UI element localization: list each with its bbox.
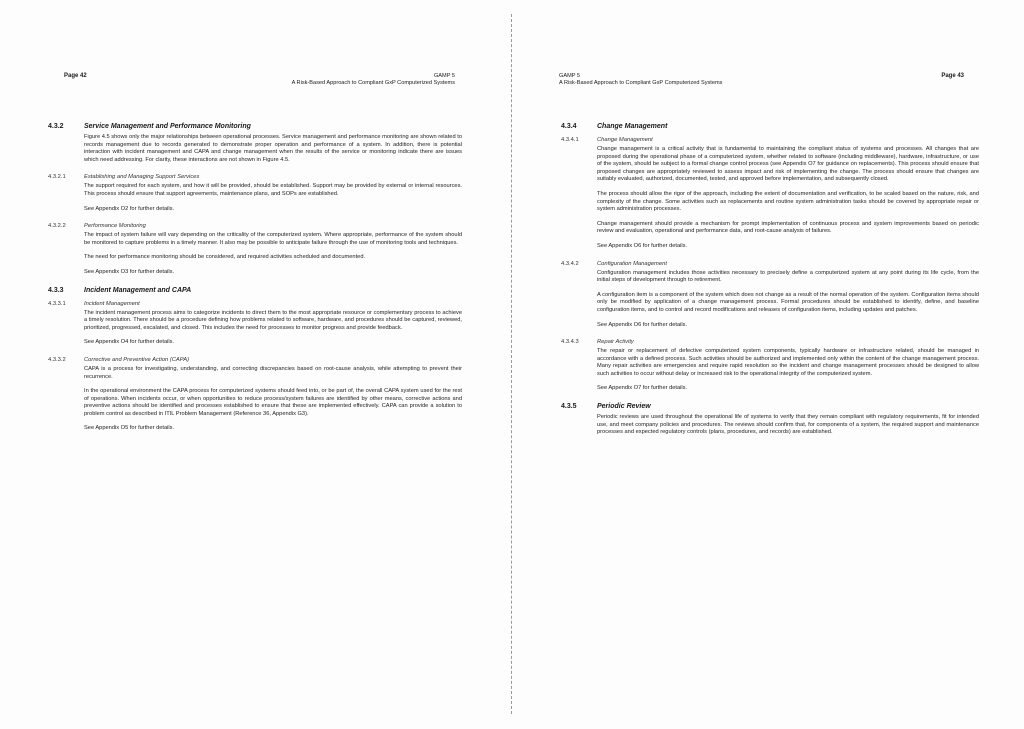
- section-title: Change Management: [597, 123, 668, 130]
- paragraph: Change management is a critical activity that is fundamental to maintaining the compliant status of systems and processes. All changes that are proposed during the operational phase of a computerized system, whether related to software (including middleware), hardware, infrastructure, or use of the system, should be subject to a formal change control process (see Appendix O7 for guidance on replacements). This process should ensure that proposed changes are appropriately reviewed to assess impact and risk of implementing the change. The process should ensure that changes are suitably evaluated, authorized, documented, tested, and approved before implementation, and subsequently closed.: [597, 146, 979, 183]
- section-title: Periodic Review: [597, 403, 651, 411]
- section-heading: [561, 120, 979, 134]
- subsection-heading: [561, 336, 979, 348]
- subsection-heading: [561, 134, 979, 146]
- section-number: 4.3.4: [561, 123, 577, 130]
- appendix-reference: See Appendix O4 for further details.: [84, 339, 175, 346]
- running-title-line-1: GAMP 5: [559, 73, 581, 79]
- subsection-heading: [48, 171, 462, 183]
- subsection-title: Corrective and Preventive Action (CAPA): [84, 356, 190, 363]
- subsection-number: 4.3.4.1: [561, 137, 579, 143]
- subsection-heading: [48, 354, 462, 366]
- subsection-title: Incident Management: [84, 300, 140, 307]
- page-number: Page 42: [64, 73, 87, 79]
- paragraph: The incident management process aims to categorize incidents to direct them to the most appropriate resource or complementary process to achieve a timely resolution. There should be a procedure defining how problems related to software, hardware, and procedures should be captured, reviewed, prioritized, progressed, escalated, and closed. This includes the need for processes to monitor progress and provide feedback.: [84, 309, 462, 331]
- running-title-line-2: A Risk-Based Approach to Compliant GxP Computerized Systems: [291, 80, 455, 86]
- section-title: Incident Management and CAPA: [84, 286, 192, 294]
- page-gutter: [511, 14, 512, 714]
- section-number: 4.3.2: [48, 123, 64, 130]
- paragraph: Change management should provide a mechanism for prompt implementation of continuous process and system improvements based on periodic review and evaluation, operational and performance data, and root-cause analysis of failures.: [597, 220, 979, 235]
- paragraph: The support required for each system, and how it will be provided, should be established. Support may be provided by external or internal resources. This process should ensure that support agreements, maintenance plans, and SOPs are established.: [84, 183, 462, 197]
- paragraph: The need for performance monitoring should be considered, and required activities scheduled and documented.: [84, 254, 366, 261]
- subsection-heading: [48, 220, 462, 232]
- right-page-header: [513, 73, 1024, 93]
- running-title-line-1: GAMP 5: [433, 73, 455, 79]
- section-title: Service Management and Performance Monitoring: [84, 123, 251, 130]
- subsection-heading: [48, 298, 462, 310]
- subsection-number: 4.3.3.2: [48, 356, 66, 363]
- appendix-reference: See Appendix O2 for further details.: [84, 205, 175, 212]
- section-heading: [561, 400, 979, 414]
- paragraph: Figure 4.5 shows only the major relationships between operational processes. Service management and performance monitoring are shown related to records management due to records generated to demonstrate proper operation and performance of a system. In addition, there is potential interaction with incident management and CAPA and change management when the results of the service or monitoring indicate there are issues which need addressing. For clarity, these interactions are not shown in Figure 4.5.: [84, 134, 462, 163]
- left-page-body: [48, 120, 462, 440]
- running-title: [559, 73, 722, 87]
- subsection-number: 4.3.2.1: [48, 174, 66, 181]
- running-title-line-2: A Risk-Based Approach to Compliant GxP Computerized Systems: [559, 80, 723, 86]
- section-heading: [48, 284, 462, 298]
- right-page: [513, 0, 1024, 729]
- running-title: [292, 73, 455, 87]
- appendix-reference: See Appendix O3 for further details.: [84, 268, 175, 275]
- appendix-reference: See Appendix O5 for further details.: [84, 425, 175, 432]
- subsection-title: Repair Activity: [597, 339, 634, 346]
- left-page: [0, 0, 511, 729]
- section-number: 4.3.5: [561, 403, 577, 411]
- paragraph: Periodic reviews are used throughout the operational life of systems to verify that they remain compliant with regulatory requirements, fit for intended use, and meet company policies and procedures. The reviews should confirm that, for components of a system, the required support and maintenance processes and expected regulatory controls (plans, procedures, and records) are established.: [597, 414, 979, 436]
- paragraph: The impact of system failure will vary depending on the criticality of the computerized system. Where appropriate, performance of the system should be monitored to capture problems in a timely manner. It also may be possible to anticipate failure through the use of monitoring tools and techniques.: [84, 232, 462, 246]
- paragraph: The repair or replacement of defective computerized system components, typically hardware or infrastructure related, should be managed in accordance with a defined process. Such activities should be authorized and implemented only within the content of the change management process. Many repair activities are emergencies and require rapid resolution so the incident and change management processes should be designed to allow such activities to occur without delay or increased risk to the operational integrity of the computerized system.: [597, 348, 979, 377]
- subsection-title: Performance Monitoring: [84, 223, 146, 230]
- subsection-number: 4.3.3.1: [48, 300, 66, 307]
- paragraph: In the operational environment the CAPA process for computerized systems should feed into, or be part of, the overall CAPA system used for the rest of operations. When incidents occur, or when opportunities to reduce process/system failures are identified by other means, corrective actions and preventive actions should be identified and processes established to ensure that these are implemented effectively. CAPA can provide a solution to problem control as described in ITIL Problem Management (Reference 36, Appendix G3).: [84, 388, 462, 417]
- appendix-reference: See Appendix O7 for further details.: [597, 385, 688, 392]
- subsection-number: 4.3.4.2: [561, 260, 579, 267]
- section-number: 4.3.3: [48, 286, 64, 294]
- paragraph: CAPA is a process for investigating, understanding, and correcting discrepancies based on root-cause analysis, while attempting to prevent their recurrence.: [84, 365, 462, 380]
- subsection-title: Change Management: [597, 137, 653, 143]
- left-page-header: [0, 73, 511, 93]
- appendix-reference: See Appendix O6 for further details.: [597, 321, 688, 328]
- subsection-heading: [561, 258, 979, 270]
- paragraph: The process should allow the rigor of the approach, including the extent of documentation and verification, to be scaled based on the nature, risk, and complexity of the change. Some activities such as replacements and routine system administration tasks should be covered by appropriate repair or system administration processes.: [597, 190, 979, 213]
- page-number: Page 43: [941, 73, 964, 79]
- appendix-reference: See Appendix O6 for further details.: [597, 242, 688, 249]
- paragraph: A configuration item is a component of the system which does not change as a result of the normal operation of the system. Configuration items should only be modified by application of a change management process. Formal procedures should be established to identify, define, and baseline configuration items, and to control and record modifications and releases of configuration items, including updates and patches.: [597, 291, 979, 313]
- subsection-number: 4.3.2.2: [48, 223, 66, 230]
- section-heading: [48, 120, 462, 134]
- paragraph: Configuration management includes those activities necessary to precisely define a computerized system at any point during its life cycle, from the initial steps of development through to retirement.: [597, 269, 979, 284]
- right-page-body: [561, 120, 979, 444]
- subsection-title: Configuration Management: [597, 260, 667, 267]
- subsection-title: Establishing and Managing Support Services: [84, 174, 200, 181]
- subsection-number: 4.3.4.3: [561, 339, 579, 346]
